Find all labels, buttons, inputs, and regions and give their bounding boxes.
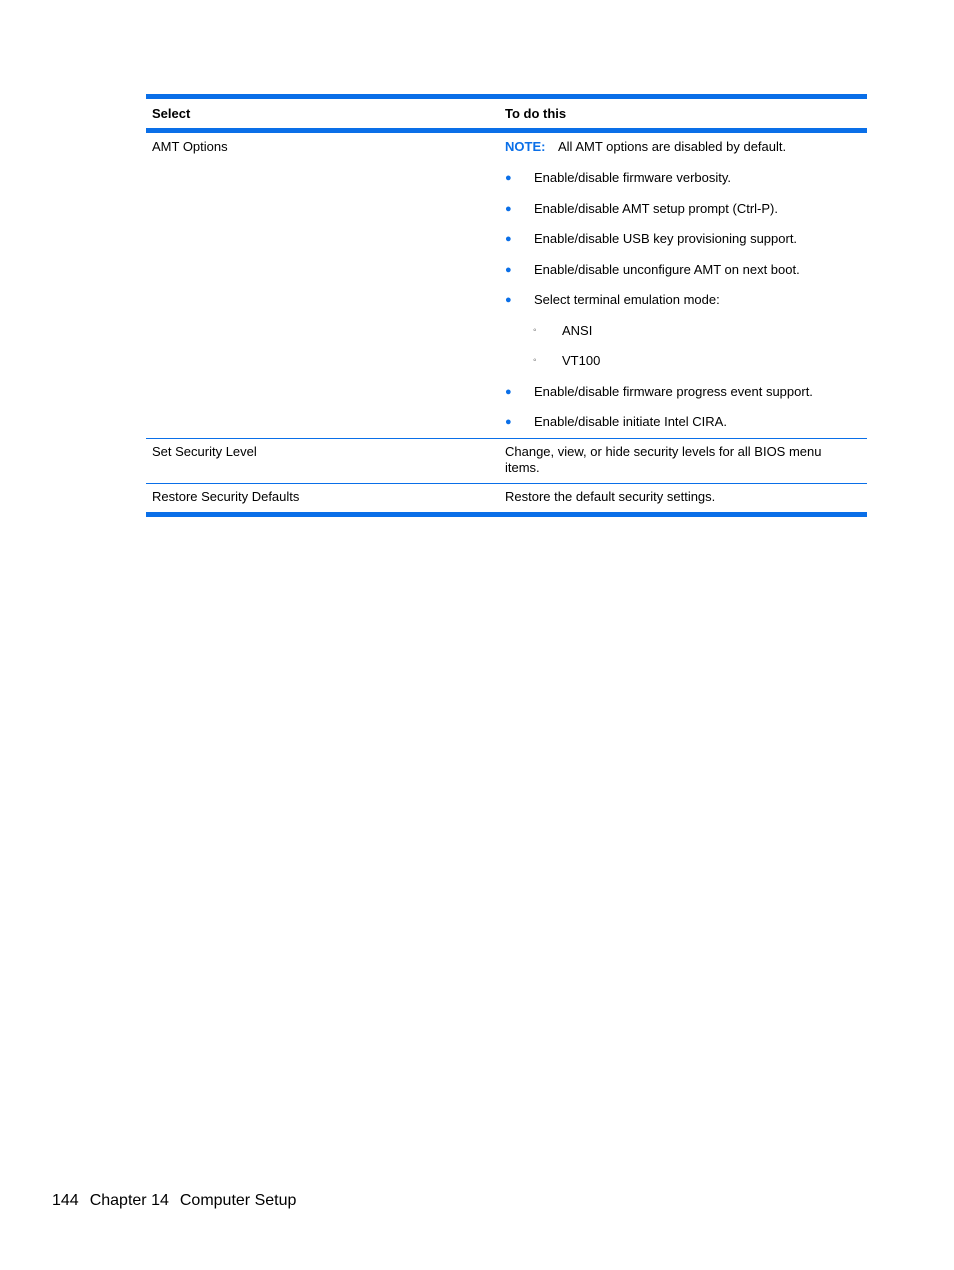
sub-list-item-text: ANSI (562, 322, 593, 338)
list-item (505, 384, 837, 400)
sub-bullet-icon: ◦ (533, 355, 537, 366)
table-row-amt-options (146, 133, 867, 438)
bullet-icon: ● (505, 385, 512, 398)
sub-bullet-icon: ◦ (533, 324, 537, 336)
list-item-text: Select terminal emulation mode: (534, 292, 720, 307)
chapter-title: Computer Setup (179, 1192, 297, 1209)
bullet-icon: ● (505, 294, 512, 306)
list-item (505, 414, 837, 430)
list-item (505, 201, 837, 217)
page-footer (52, 1191, 307, 1211)
table-row-set-security-level (146, 439, 867, 483)
set-security-level-label: Set Security Level (152, 444, 257, 459)
note-text: All AMT options are disabled by default. (558, 139, 787, 154)
sub-list-item-text: VT100 (562, 353, 601, 368)
bullet-icon: ● (505, 263, 512, 276)
list-item-text: Enable/disable firmware verbosity. (534, 170, 732, 185)
note-label: NOTE: (505, 139, 546, 154)
list-item (505, 231, 837, 247)
list-item (505, 170, 837, 186)
table-bottom-rule (146, 512, 867, 517)
list-item (505, 292, 837, 308)
table-row-restore-security-defaults (146, 484, 867, 512)
bullet-icon: ● (505, 233, 512, 245)
chapter-label: Chapter 14 (89, 1192, 169, 1209)
note (505, 139, 837, 155)
amt-options-label: AMT Options (152, 139, 228, 154)
list-item-text: Enable/disable firmware progress event support. (534, 383, 813, 399)
set-security-level-description: Change, view, or hide security levels for all BIOS menu items. (505, 444, 822, 475)
list-item (505, 262, 837, 278)
list-item-text: Enable/disable AMT setup prompt (Ctrl-P). (534, 200, 778, 216)
sub-list-item (505, 353, 837, 369)
page-number: 144 (52, 1192, 79, 1209)
list-item-text: Enable/disable USB key provisioning support. (534, 231, 798, 246)
bios-options-table (146, 94, 867, 517)
list-item-text: Enable/disable unconfigure AMT on next boot. (534, 261, 800, 277)
sub-list-item (505, 323, 837, 339)
restore-security-defaults-description: Restore the default security settings. (505, 489, 716, 504)
list-item-text: Enable/disable initiate Intel CIRA. (534, 414, 727, 429)
bullet-icon: ● (505, 416, 512, 428)
table-header-row (146, 99, 867, 128)
restore-security-defaults-label: Restore Security Defaults (152, 489, 300, 504)
bullet-icon: ● (505, 202, 512, 215)
bullet-icon: ● (505, 172, 512, 184)
header-todo: To do this (505, 106, 567, 121)
amt-options-description (505, 139, 867, 430)
header-select: Select (152, 106, 191, 121)
